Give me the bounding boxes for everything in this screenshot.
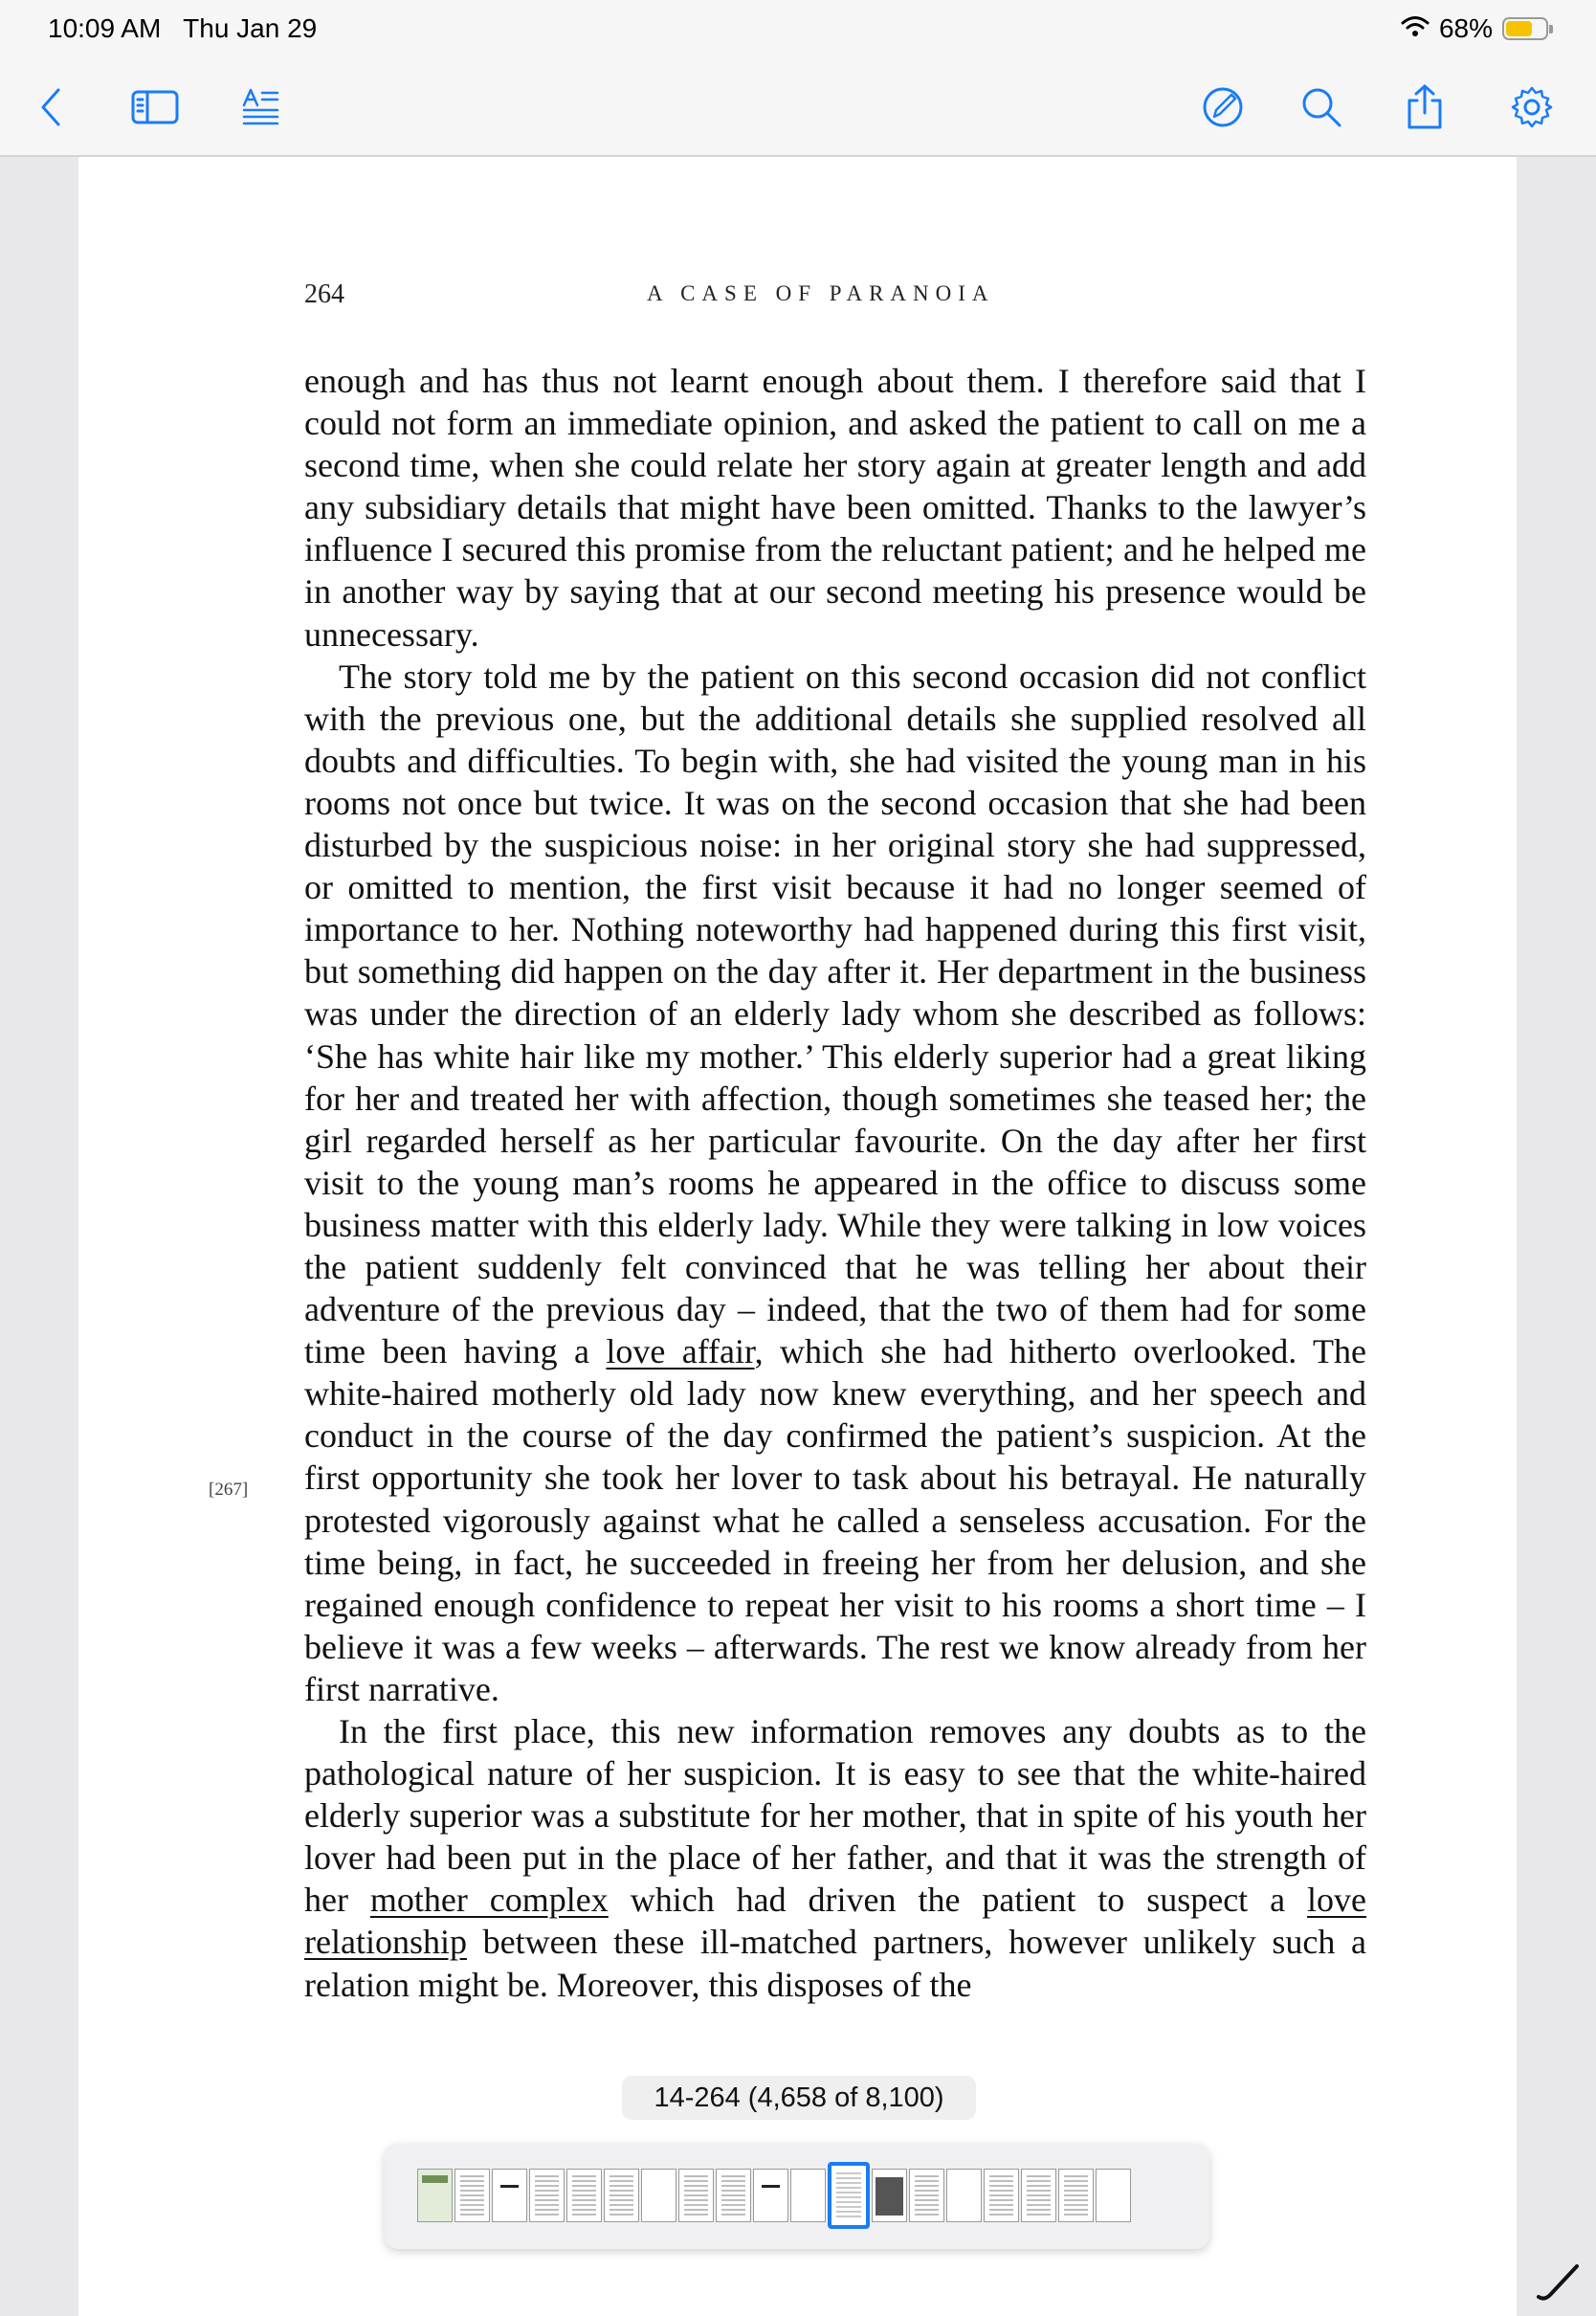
paragraph-text: The story told me by the patient on this second occasion did not conflict with the previous one, but the additional details she supplied resolved all doubts and difficulties. To begin with, she had visited the young man in his rooms not once but twice. It was on the second occasion that she had been disturbed by the suspicious noise: in her original story she had suppressed, or omitted to mention, the first visit because it had no longer seemed of importance to her. Nothing noteworthy had happened during this first visit, but something did happen on the day after it. Her department in the business was under the direction of an elderly lady whom she described as follows: ‘She has white hair like my mother.’ This elderly superior had a great liking for her and treated her with affection, though sometimes she teased her; the girl regarded herself as her particular favourite. On the day after her first visit to the young man’s rooms he appeared in the office to discuss some business matter with this elderly lady. While they were talking in low voices the patient suddenly felt convinced that he was telling her about their adventure of the previous day – indeed, that the two of them had for some time been having a [304,657,1366,1371]
page-number: 264 [304,279,344,309]
paragraph-text: between these ill-matched partners, however unlikely such a relation might be. Moreover, this disposes of the [304,1923,1366,2004]
markup-icon[interactable] [1198,82,1248,132]
body-paragraph [304,1710,1366,2006]
battery-fill [1506,21,1532,36]
page-thumbnail[interactable] [1021,2169,1056,2222]
glossary-link[interactable]: love affair [606,1332,755,1371]
settings-gear-icon[interactable] [1507,82,1557,132]
back-chevron-icon[interactable] [27,82,77,132]
status-date: Thu Jan 29 [183,13,318,43]
page-thumbnail[interactable] [417,2169,453,2222]
page-thumbnail[interactable] [1058,2169,1094,2222]
paragraph-text: enough and has thus not learnt enough about them. I therefore said that I could not form an immediate opinion, and asked the patient to call on me a second time, when she could relate her story again at greater length and add any subsidiary details that might have been omitted. Thanks to the lawyer’s influence I secured this promise from the reluctant patient; and he helped me in another way by saying that at our second meeting his presence would be unnecessary. [304,362,1366,654]
page-thumbnail[interactable] [753,2169,788,2222]
body-paragraph [304,360,1366,656]
paragraph-text: which had driven the patient to suspect a [608,1881,1308,1920]
page-scrubber[interactable] [385,2144,1209,2249]
current-page-thumbnail[interactable] [828,2162,870,2229]
page-thumbnail[interactable] [566,2169,602,2222]
page-thumbnail[interactable] [454,2169,490,2222]
running-head-title: A CASE OF PARANOIA [647,281,995,305]
battery-percent: 68% [1438,13,1493,43]
share-icon[interactable] [1400,82,1450,132]
page-thumbnail[interactable] [678,2169,714,2222]
page-thumbnail[interactable] [872,2169,907,2222]
wifi-icon [1401,13,1430,44]
status-time: 10:09 AM [48,13,162,43]
page-thumbnail[interactable] [946,2169,982,2222]
page-thumbnail[interactable] [984,2169,1019,2222]
status-right [1401,13,1548,44]
running-head [78,279,1517,318]
status-time-date [48,13,317,44]
page-thumbnail[interactable] [909,2169,944,2222]
battery-icon [1502,17,1548,40]
paragraph-text: In the first place, this new information removes any doubts as to the pathological nature of her suspicion. It is easy to see that the white-haired elderly superior was a substitute for her mother, that in spite of his youth her lover had been put in the place of her father, and that it was the strength of her [304,1712,1366,1920]
page-thumbnail[interactable] [1096,2169,1131,2222]
status-bar [0,0,1596,57]
sidebar-icon[interactable] [126,82,184,132]
search-icon[interactable] [1297,82,1346,132]
glossary-link[interactable]: love relationship [304,1881,1367,1962]
page-thumbnail[interactable] [716,2169,751,2222]
paragraph-text: , which she had hitherto overlooked. The white-haired motherly old lady now knew everything, and her speech and conduct in the course of the day confirmed the patient’s suspicion. At the first opportunity she took her lover to task about his betrayal. He naturally protested vigorously against what he called a senseless accusation. For the time being, in fact, he succeeded in freeing her from her delusion, and she regained enough confidence to repeat her visit to his rooms a short time – I believe it was a few weeks – afterwards. The rest we know already from her first narrative. [304,1332,1366,1708]
reader-toolbar [0,57,1596,157]
page-thumbnail[interactable] [604,2169,639,2222]
location-indicator: 14-264 (4,658 of 8,100) [622,2076,976,2120]
thumbnail-strip [417,2169,1131,2229]
margin-page-reference: [267] [209,1480,249,1500]
body-paragraph [304,656,1366,1710]
page-thumbnail[interactable] [790,2169,826,2222]
pencil-icon[interactable] [1535,2260,1583,2307]
text-format-icon[interactable] [235,82,285,132]
page-thumbnail[interactable] [529,2169,565,2222]
book-page[interactable] [78,157,1517,2316]
page-thumbnail[interactable] [641,2169,676,2222]
page-thumbnail[interactable] [492,2169,527,2222]
glossary-link[interactable]: mother complex [369,1881,609,1920]
body-text [304,360,1366,2006]
